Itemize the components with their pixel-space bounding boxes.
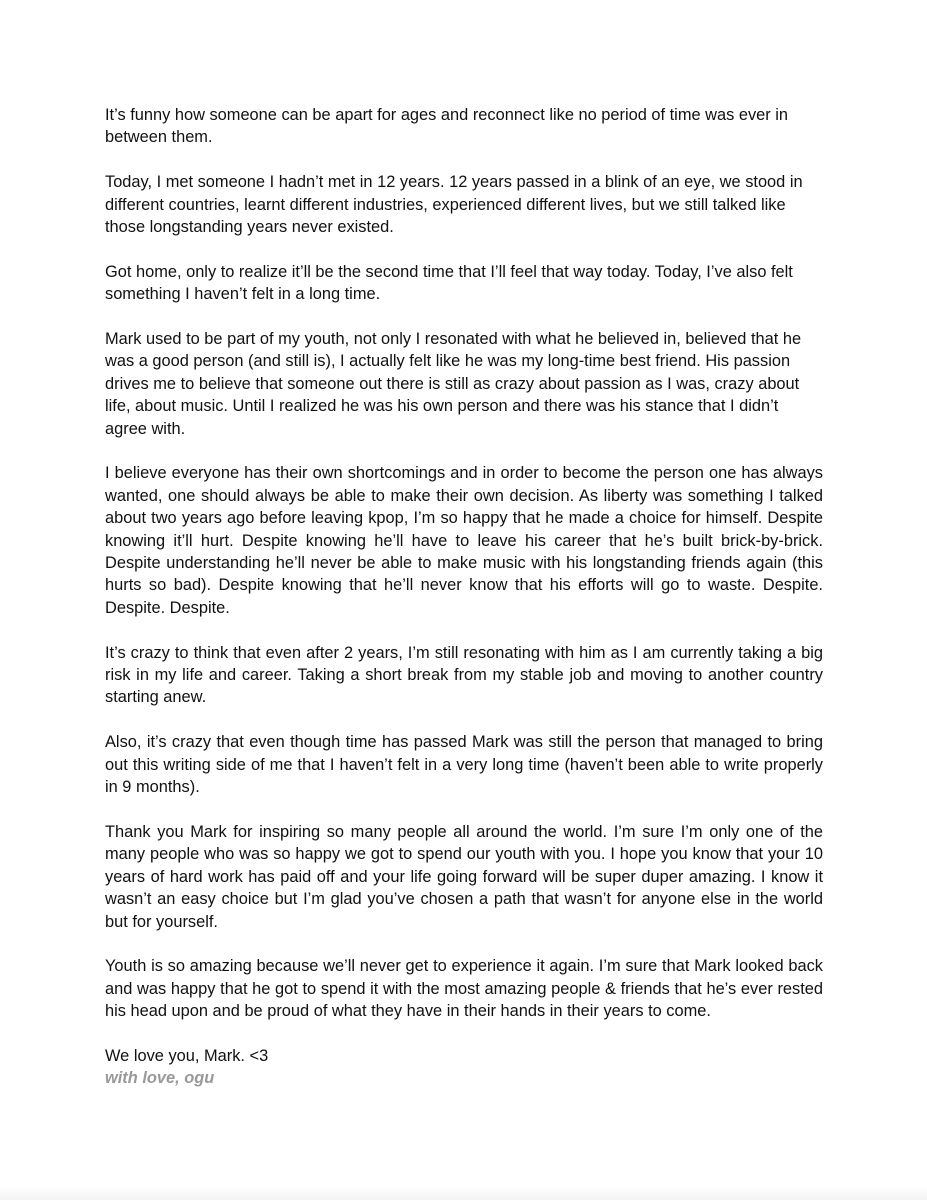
paragraph-mark-youth: Mark used to be part of my youth, not only I resonated with what he believed in, believed that he was a good person (and still is), I actually felt like he was my long-time best friend. His passion drives me to believe that someone out there is still as crazy about passion as I was, crazy about life, about music. Until I realized he was his own person and there was his stance that I didn’t agree with. [105, 330, 802, 438]
signature: with love, ogu [105, 1069, 215, 1088]
paragraph-resonating: It’s crazy to think that even after 2 years, I’m still resonating with him as I am currently taking a big risk in my life and career. Taking a short break from my stable job and moving to another country starting anew. [105, 643, 823, 707]
paragraph-youth-amazing: Youth is so amazing because we’ll never get to experience it again. I’m sure that Mark looked back and was happy that he got to spend it with the most amazing people & friends that he’s ever rested his head upon and be proud of what they have in their hands in their years to come. [105, 957, 823, 1021]
paragraph-shortcomings: I believe everyone has their own shortcomings and in order to become the person one has always wanted, one should always be able to make their own decision. As liberty was something I talked about two years ago before leaving kpop, I’m so happy that he made a choice for himself. Despite knowing it’ll hurt. Despite knowing he’ll have to leave his career that he’s built brick-by-brick. Despite understanding he’ll never be able to make music with his longstanding friends again (this hurts so bad). Despite knowing that he’ll never know that his efforts will go to waste. Despite. Despite. Despite. [105, 464, 823, 617]
paragraph-got-home: Got home, only to realize it’ll be the second time that I’ll feel that way today. Today, I’ve also felt something I haven’t felt in a long time. [105, 262, 793, 304]
paragraph-writing-side: Also, it’s crazy that even though time has passed Mark was still the person that managed to bring out this writing side of me that I haven’t felt in a very long time (haven’t been able to write properly in 9 months). [105, 733, 823, 797]
letter-body [105, 104, 823, 1090]
paragraph-today-met: Today, I met someone I hadn’t met in 12 years. 12 years passed in a blink of an eye, we stood in different countries, learnt different industries, experienced different lives, but we still talked like those longstanding years never existed. [105, 173, 803, 237]
page-bottom-edge [0, 1186, 927, 1200]
closing-line: We love you, Mark. <3 [105, 1046, 269, 1065]
paragraph-thank-you: Thank you Mark for inspiring so many people all around the world. I’m sure I’m only one of the many people who was so happy we got to spend our youth with you. I hope you know that your 10 years of hard work has paid off and your life going forward will be super duper amazing. I know it wasn’t an easy choice but I’m glad you’ve chosen a path that wasn’t for anyone else in the world but for yourself. [105, 822, 823, 931]
paragraph-reconnect: It’s funny how someone can be apart for ages and reconnect like no period of time was ever in between them. [105, 106, 789, 147]
